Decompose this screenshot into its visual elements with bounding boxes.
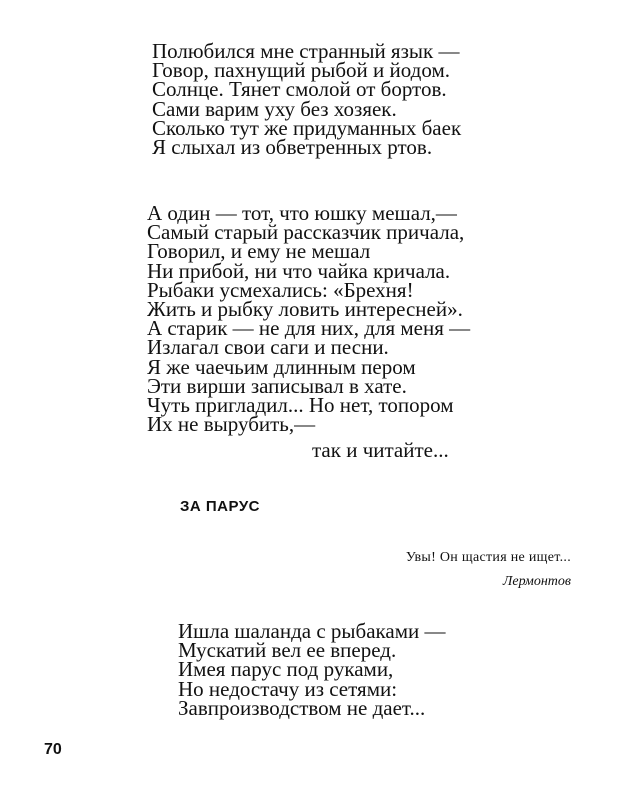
poem-line: Говор, пахнущий рыбой и йодом. (152, 58, 450, 83)
poem-line: Завпроизводством не дает... (178, 695, 426, 720)
poem-line: Солнце. Тянет смолой от бортов. (152, 77, 447, 102)
epigraph-author: Лермонтов (502, 574, 571, 589)
poem-line: Излагал свои саги и песни. (147, 335, 389, 360)
page-number: 70 (44, 741, 62, 758)
poem-line: Ни прибой, ни что чайка кричала. (147, 258, 451, 283)
poem-line: Мускатий вел ее вперед. (178, 638, 397, 663)
poem-line: А старик — не для них, для меня — (147, 316, 471, 341)
poem-line: Сами варим уху без хозяек. (152, 96, 397, 121)
poem-line: Самый старый рассказчик причала, (147, 220, 465, 245)
poem-line: Ишла шаланда с рыбаками — (178, 619, 446, 643)
poem-line: Имея парус под руками, (178, 657, 394, 682)
poem-line: Рыбаки усмехались: «Брехня! (147, 277, 414, 302)
poem-stanza-3 (178, 619, 446, 720)
poem-line: Но недостачу из сетями: (178, 676, 398, 701)
poem-line: Жить и рыбку ловить интересней». (147, 296, 463, 321)
poem-line: Полюбился мне странный язык — (152, 39, 460, 63)
epigraph-text: Увы! Он щастия не ищет... (405, 550, 571, 565)
poem-stanza-2 (147, 201, 471, 437)
poem-line: Говорил, и ему не мешал (147, 239, 371, 264)
poem-title: ЗА ПАРУС (180, 498, 260, 515)
poem-stanza-1 (152, 39, 462, 159)
poem-line: Сколько тут же придуманных баек (152, 115, 462, 140)
poem-line: Я слыхал из обветренных ртов. (152, 134, 433, 159)
poem-line: А один — тот, что юшку мешал,— (147, 201, 457, 225)
poem-line: Их не вырубить,— (147, 412, 316, 437)
poem-closing-line: так и читайте... (312, 438, 449, 462)
poem-line: Чуть пригладил... Но нет, топором (147, 392, 454, 417)
poem-line: Я же чаечьим длинным пером (147, 354, 416, 379)
poem-line: Эти вирши записывал в хате. (147, 373, 407, 398)
